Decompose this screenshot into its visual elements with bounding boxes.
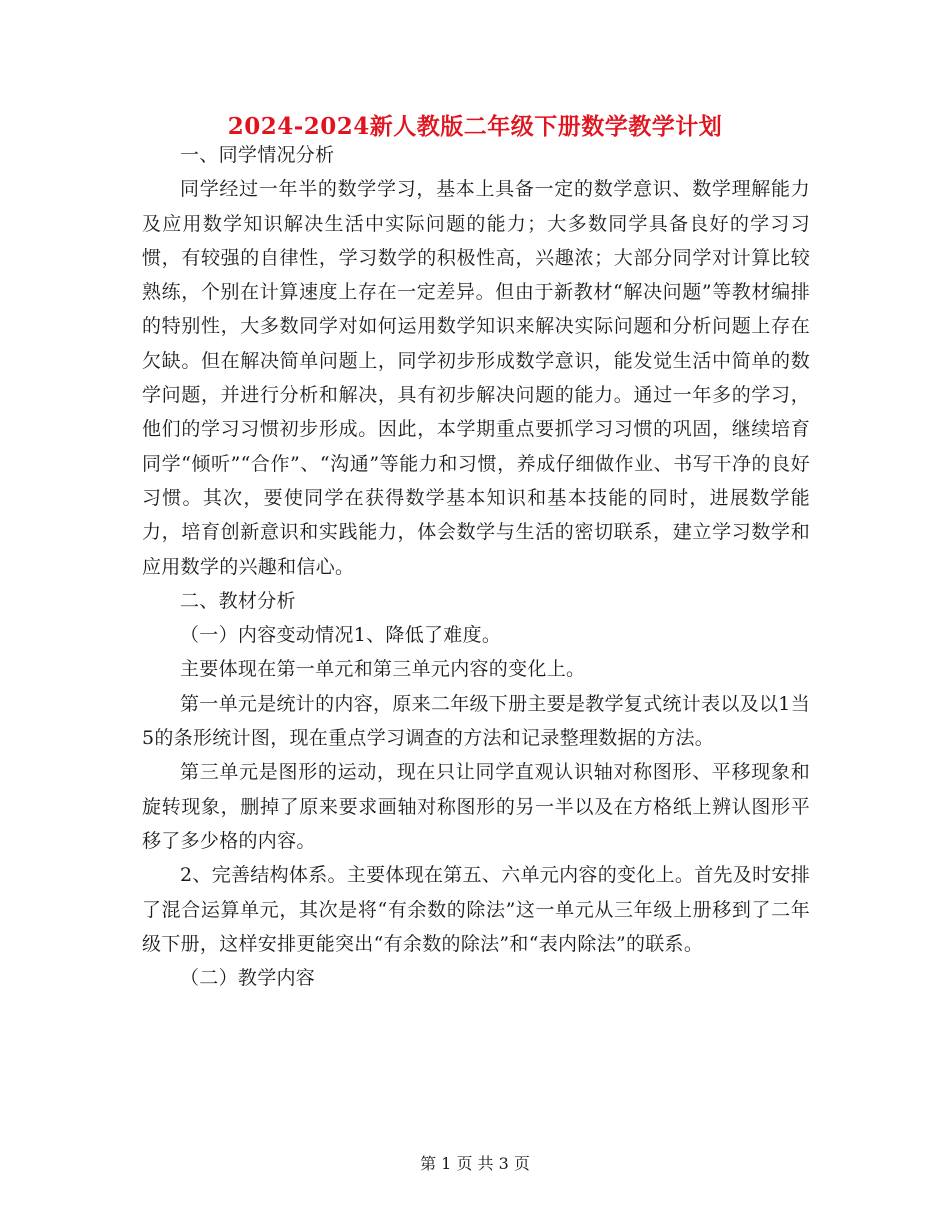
subheading-teaching-content: （二）教学内容	[180, 967, 316, 990]
page-footer	[0, 1152, 950, 1176]
section-heading-student-analysis: 一、同学情况分析	[180, 144, 335, 166]
paragraph-units-changes: 主要体现在第一单元和第三单元内容的变化上。	[180, 658, 586, 681]
paragraph-unit-three: 第三单元是图形的运动，现在只让同学直观认识轴对称图形、平移现象和旋转现象，删掉了原来要求画轴对称图形的另一半以及在方格纸上辨认图形平移了多少格的内容。	[142, 761, 810, 852]
paragraph-unit-one: 第一单元是统计的内容，原来二年级下册主要是教学复式统计表以及以1当5的条形统计图，现在重点学习调查的方法和记录整理数据的方法。	[142, 692, 810, 750]
paragraph-student-analysis: 同学经过一年半的数学学习，基本上具备一定的数学意识、数学理解能力及应用数学知识解决生活中实际问题的能力；大多数同学具备良好的学习习惯，有较强的自律性，学习数学的积极性高，兴趣浓；大部分同学对计算比较熟练，个别在计算速度上存在一定差异。但由于新教材“解决问题”等教材编排的特别性，大多数同学对如何运用数学知识来解决实际问题和分析问题上存在欠缺。但在解决简单问题上，同学初步形成数学意识，能发觉生活中简单的数学问题，并进行分析和解决，具有初步解决问题的能力。通过一年多的学习，他们的学习习惯初步形成。因此，本学期重点要抓学习习惯的巩固，继续培育同学“倾听”“合作”、“沟通”等能力和习惯，养成仔细做作业、书写干净的良好习惯。其次，要使同学在获得数学基本知识和基本技能的同时，进展数学能力，培育创新意识和实践能力，体会数学与生活的密切联系，建立学习数学和应用数学的兴趣和信心。	[142, 178, 810, 578]
subheading-content-changes: （一）内容变动情况1、降低了难度。	[180, 624, 502, 647]
paragraph-structure-system: 2、完善结构体系。主要体现在第五、六单元内容的变化上。首先及时安排了混合运算单元，其次是将“有余数的除法”这一单元从三年级上册移到了二年级下册，这样安排更能突出“有余数的除法”和“表内除法”的联系。	[142, 864, 810, 955]
section-heading-textbook-analysis: 二、教材分析	[180, 589, 296, 612]
page-number-label: 第 1 页 共 3 页	[420, 1154, 530, 1173]
document-title: 2024-2024新人教版二年级下册数学教学计划	[227, 113, 723, 140]
document-body	[142, 138, 810, 995]
